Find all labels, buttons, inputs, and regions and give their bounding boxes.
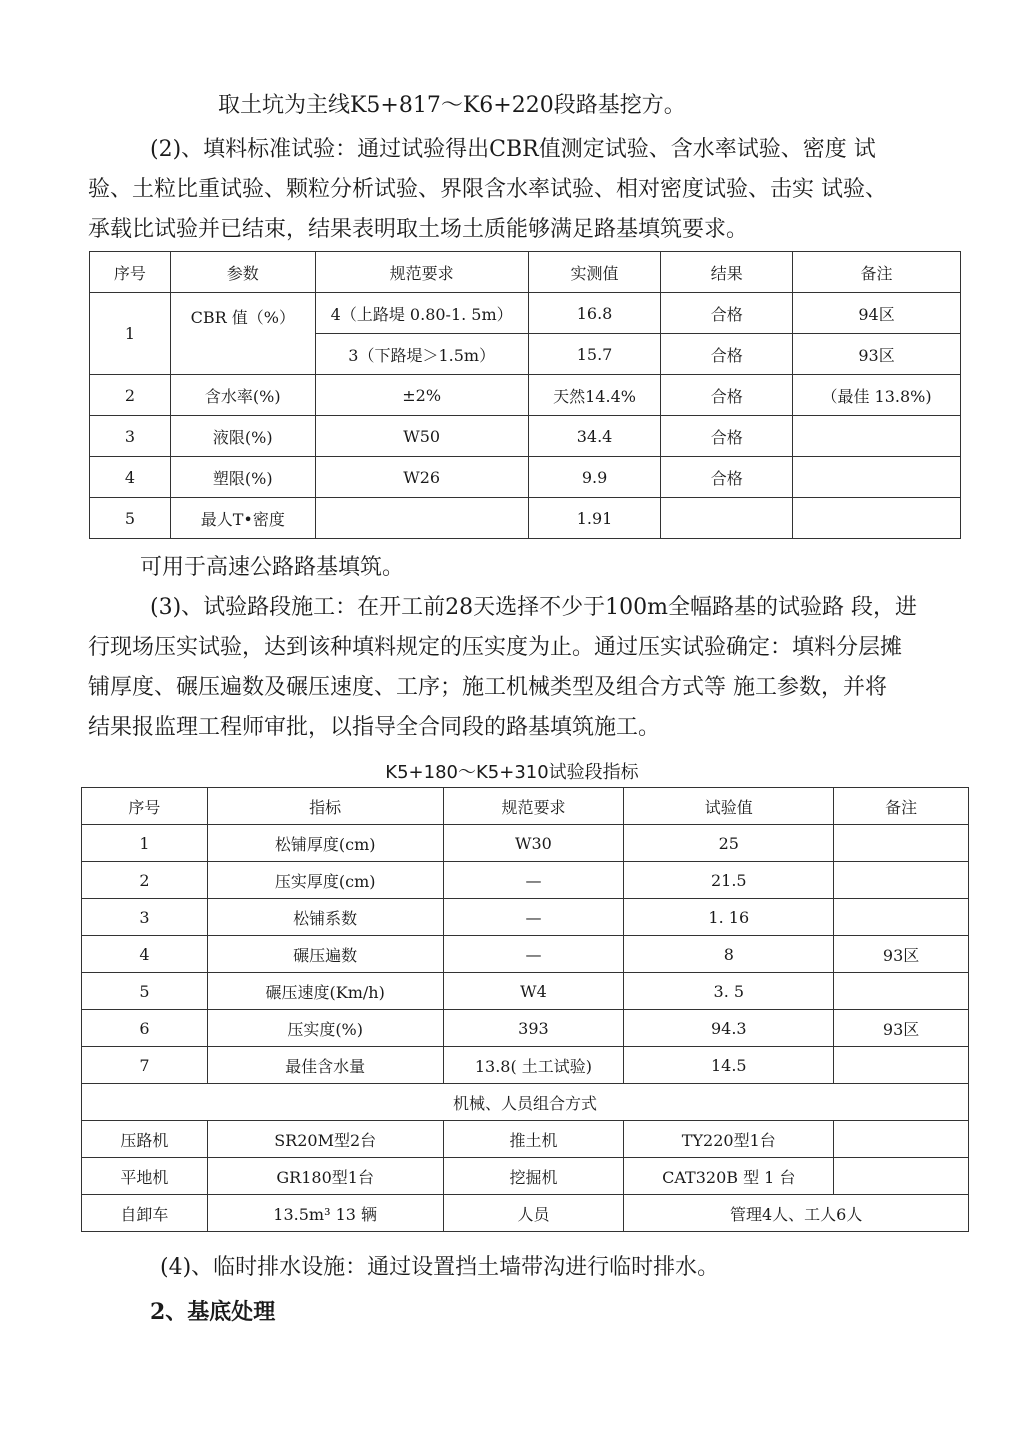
table-cell: 合格	[661, 416, 793, 457]
table-cell: W26	[315, 457, 528, 498]
table-cell: CBR 值（%）	[170, 293, 315, 375]
table-row	[82, 1121, 969, 1158]
table-cell: ±2%	[315, 375, 528, 416]
header-cell: 规范要求	[315, 252, 528, 293]
table-cell: 3	[90, 416, 171, 457]
paragraph-line: (3)、试验路段施工：在开工前28天选择不少于100m全幅路基的试验路 段，进	[150, 595, 918, 620]
table-cell: 5	[82, 973, 208, 1010]
table-cell: 2	[82, 862, 208, 899]
table-cell: 1	[90, 293, 171, 375]
table-cell: 393	[443, 1010, 624, 1047]
table-cell: 3	[82, 899, 208, 936]
table-cell: 94.3	[624, 1010, 834, 1047]
table-cell: 合格	[661, 334, 793, 375]
table-cell: 最人T•密度	[170, 498, 315, 539]
table-cell: 34.4	[528, 416, 661, 457]
table-cell	[834, 973, 969, 1010]
table-cell: 3. 5	[624, 973, 834, 1010]
header-cell: 参数	[170, 252, 315, 293]
table-cell	[834, 825, 969, 862]
table-row	[82, 1010, 969, 1047]
table-cell: W50	[315, 416, 528, 457]
paragraph-usable-for-highway: 可用于高速公路路基填筑。	[140, 555, 405, 580]
table-cell	[834, 862, 969, 899]
header-cell: 序号	[82, 788, 208, 825]
header-cell: 实测值	[528, 252, 661, 293]
paragraph-line: (2)、填料标准试验：通过试验得出CBR值测定试验、含水率试验、密度 试	[150, 137, 876, 162]
table-cell: 6	[82, 1010, 208, 1047]
table-caption: K5+180～K5+310试验段指标	[385, 762, 639, 783]
table-cell: 1. 16	[624, 899, 834, 936]
table-cell	[834, 1047, 969, 1084]
table-cell: 压实度(%)	[207, 1010, 443, 1047]
table-cell: 管理4人、工人6人	[624, 1195, 969, 1232]
table-row	[82, 1047, 969, 1084]
table-row	[82, 825, 969, 862]
test-section-table	[81, 787, 969, 1232]
header-cell: 指标	[207, 788, 443, 825]
table-cell: W30	[443, 825, 624, 862]
table-cell	[793, 457, 961, 498]
paragraph-borrow-pit: 取土坑为主线K5+817～K6+220段路基挖方。	[218, 93, 686, 118]
table-row	[82, 973, 969, 1010]
paragraph-temporary-drainage: (4)、临时排水设施：通过设置挡土墙带沟进行临时排水。	[160, 1255, 720, 1280]
table-cell: 1.91	[528, 498, 661, 539]
table-cell: 压路机	[82, 1121, 208, 1158]
header-cell: 备注	[834, 788, 969, 825]
section-title-cell: 机械、人员组合方式	[82, 1084, 969, 1121]
table-cell: 7	[82, 1047, 208, 1084]
paragraph-line: 铺厚度、碾压遍数及碾压速度、工序；施工机械类型及组合方式等 施工参数，并将	[88, 675, 887, 700]
paragraph-line: 行现场压实试验，达到该种填料规定的压实度为止。通过压实试验确定：填料分层摊	[88, 635, 903, 660]
table-cell: 自卸车	[82, 1195, 208, 1232]
table-cell	[834, 899, 969, 936]
table-cell: —	[443, 862, 624, 899]
table-cell: 21.5	[624, 862, 834, 899]
header-cell: 试验值	[624, 788, 834, 825]
header-cell: 结果	[661, 252, 793, 293]
table-cell: 碾压遍数	[207, 936, 443, 973]
table-cell: 松铺厚度(cm)	[207, 825, 443, 862]
table-cell: 13.5m³ 13 辆	[207, 1195, 443, 1232]
table-cell: 16.8	[528, 293, 661, 334]
table-cell: 碾压速度(Km/h)	[207, 973, 443, 1010]
table-cell: 9.9	[528, 457, 661, 498]
table-header-row	[82, 788, 969, 825]
table-cell: —	[443, 936, 624, 973]
paragraph-line: 结果报监理工程师审批，以指导全合同段的路基填筑施工。	[88, 715, 661, 740]
fill-test-table	[89, 251, 961, 539]
table-cell: 合格	[661, 457, 793, 498]
table-header-row	[90, 252, 961, 293]
table-cell: SR20M型2台	[207, 1121, 443, 1158]
table-row	[82, 1158, 969, 1195]
table-cell: 合格	[661, 375, 793, 416]
table-cell: 压实厚度(cm)	[207, 862, 443, 899]
table-row	[90, 416, 961, 457]
table-cell: 天然14.4%	[528, 375, 661, 416]
table-cell: 93区	[834, 936, 969, 973]
table-row	[90, 375, 961, 416]
table-cell: 人员	[443, 1195, 624, 1232]
table-cell	[661, 498, 793, 539]
table-cell: 5	[90, 498, 171, 539]
table-cell: —	[443, 899, 624, 936]
paragraph-line: 验、土粒比重试验、颗粒分析试验、界限含水率试验、相对密度试验、击实 试验、	[88, 177, 887, 202]
paragraph-test-section-construction	[88, 588, 978, 748]
table-cell: 平地机	[82, 1158, 208, 1195]
table-cell: 液限(%)	[170, 416, 315, 457]
table-cell: 塑限(%)	[170, 457, 315, 498]
table-cell: 挖掘机	[443, 1158, 624, 1195]
table-row	[82, 862, 969, 899]
table-cell: 3（下路堤＞1.5m）	[315, 334, 528, 375]
table-cell: 94区	[793, 293, 961, 334]
header-cell: 序号	[90, 252, 171, 293]
table-cell: （最佳 13.8%)	[793, 375, 961, 416]
table-cell	[834, 1121, 969, 1158]
table-cell	[834, 1158, 969, 1195]
table-row	[82, 1195, 969, 1232]
table-cell	[793, 416, 961, 457]
table-cell: 8	[624, 936, 834, 973]
paragraph-fill-standard-test	[88, 130, 968, 250]
table-cell: GR180型1台	[207, 1158, 443, 1195]
table-cell: W4	[443, 973, 624, 1010]
table-cell: 4	[90, 457, 171, 498]
table-cell: 2	[90, 375, 171, 416]
table-cell: 25	[624, 825, 834, 862]
table-row	[90, 498, 961, 539]
table-cell: TY220型1台	[624, 1121, 834, 1158]
table-cell: CAT320B 型 1 台	[624, 1158, 834, 1195]
paragraph-line: 承载比试验并已结束，结果表明取土场土质能够满足路基填筑要求。	[88, 217, 749, 242]
table-row	[82, 899, 969, 936]
table-cell: 含水率(%)	[170, 375, 315, 416]
table-cell: 最佳含水量	[207, 1047, 443, 1084]
table-cell: 4（上路堤 0.80-1. 5m）	[315, 293, 528, 334]
header-cell: 规范要求	[443, 788, 624, 825]
table-cell: 93区	[834, 1010, 969, 1047]
table-cell: 93区	[793, 334, 961, 375]
table-section-row	[82, 1084, 969, 1121]
table-row	[90, 293, 961, 334]
table-cell	[793, 498, 961, 539]
table-cell: 推土机	[443, 1121, 624, 1158]
table-cell: 14.5	[624, 1047, 834, 1084]
table-cell	[315, 498, 528, 539]
header-cell: 备注	[793, 252, 961, 293]
table-cell: 13.8( 土工试验)	[443, 1047, 624, 1084]
table-row	[82, 936, 969, 973]
table-cell: 松铺系数	[207, 899, 443, 936]
table-row	[90, 457, 961, 498]
table-cell: 合格	[661, 293, 793, 334]
table-cell: 1	[82, 825, 208, 862]
section-heading: 2、基底处理	[150, 1299, 276, 1325]
table-cell: 4	[82, 936, 208, 973]
table-cell: 15.7	[528, 334, 661, 375]
